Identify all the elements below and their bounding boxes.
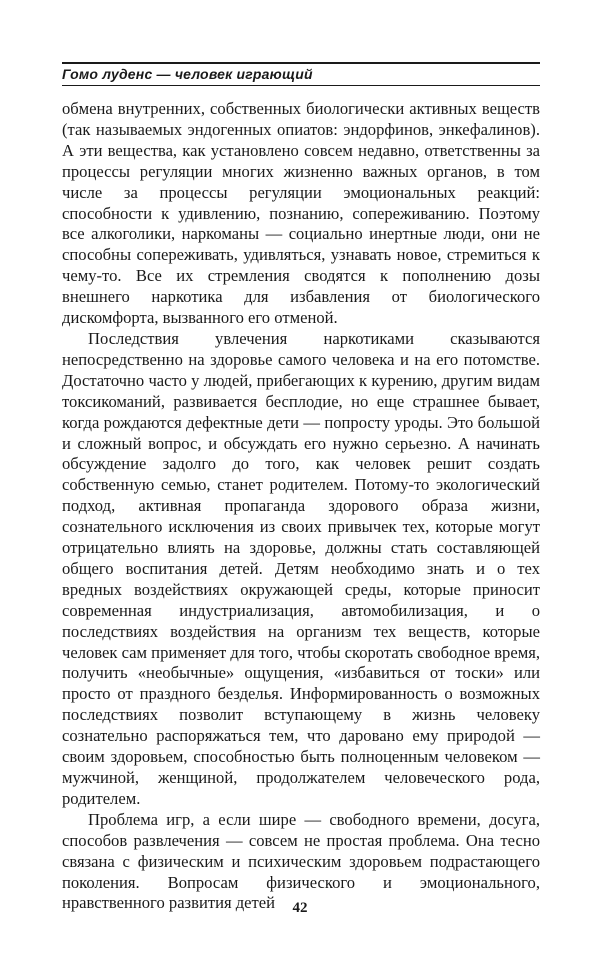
- paragraph: Проблема игр, а если шире — свободного времени, досуга, способов развлечения — совсем не простая проблема. Она тесно связана с физическим и психическим здоровьем подрастающего поколения. Вопросам физического и эмоционального, нравственного развития детей: [62, 809, 540, 913]
- page-number: 42: [292, 900, 308, 916]
- header-top-rule: [62, 62, 540, 64]
- paragraph-continued: обмена внутренних, собственных биологически активных веществ (так называемых эндогенных опиатов: эндорфинов, энкефалинов). А эти вещества, как установлено совсем недавно, ответственны за процессы регуляции многих жизненно важных органов, в том числе за процессы регуляции эмоциональных реакций: способности к удивлению, познанию, сопереживанию. Поэтому все алкоголики, наркоманы — социально инертные люди, они не способны сопереживать, удивляться, узнавать новое, стремиться к чему-то. Все их стремления сводятся к пополнению дозы внешнего наркотика для избавления от биологического дискомфорта, вызванного его отменой.: [62, 99, 540, 328]
- header-bottom-rule: [62, 85, 540, 86]
- running-header-title: Гомо луденс — человек играющий: [62, 66, 313, 82]
- running-header: [62, 62, 540, 86]
- body-text: [62, 99, 540, 914]
- paragraph: Последствия увлечения наркотиками сказываются непосредственно на здоровье самого человека и на его потомстве. Достаточно часто у людей, прибегающих к курению, другим видам токсикоманий, развивается бесплодие, но еще страшнее бывает, когда рождаются дефектные дети — попросту уроды. Это большой и сложный вопрос, и обсуждать его нужно серьезно. А начинать обсуждение задолго до того, как человек решит создать собственную семью, станет родителем. Потому-то экологический подход, активная пропаганда здорового образа жизни, сознательного исключения из своих привычек тех, которые могут отрицательно влиять на здоровье, должны стать составляющей общего воспитания детей. Детям необходимо знать и о тех вредных воздействиях окружающей среды, которые приносит современная индустриализация, автомобилизация, и о последствиях воздействия на организм тех веществ, которые человек сам применяет для того, чтобы скоротать свободное время, получить «необычные» ощущения, «избавиться от тоски» или просто от праздного безделья. Информированность о возможных последствиях позволит вступающему в жизнь человеку сознательно распоряжаться тем, что даровано ему природой — своим здоровьем, способностью быть полноценным человеком — мужчиной, женщиной, продолжателем человеческого рода, родителем.: [62, 328, 540, 808]
